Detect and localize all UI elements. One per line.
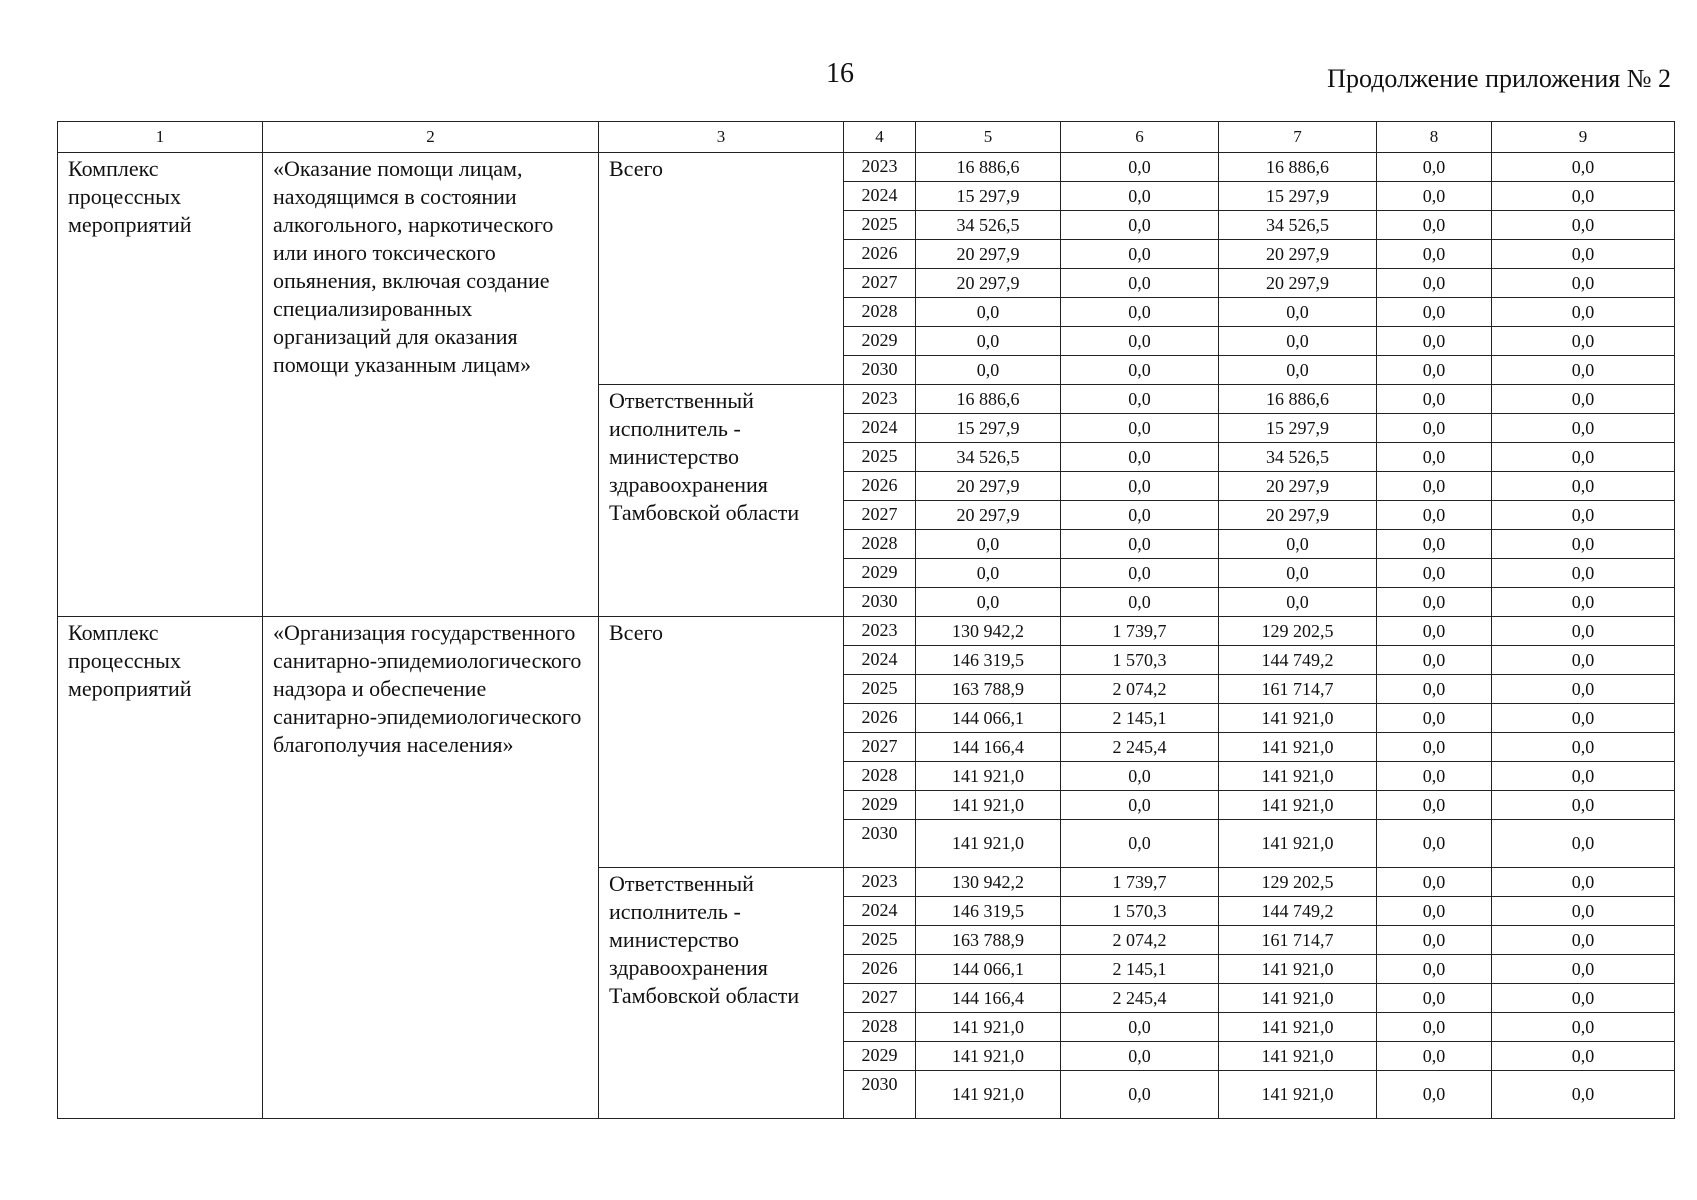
federal-value-cell: 2 074,2 bbox=[1061, 926, 1219, 955]
year-cell: 2027 bbox=[844, 733, 916, 762]
other-value-cell: 0,0 bbox=[1492, 298, 1675, 327]
total-value-cell: 0,0 bbox=[916, 588, 1061, 617]
other-value-cell: 0,0 bbox=[1492, 443, 1675, 472]
total-value-cell: 141 921,0 bbox=[916, 1071, 1061, 1119]
federal-value-cell: 0,0 bbox=[1061, 240, 1219, 269]
total-value-cell: 146 319,5 bbox=[916, 897, 1061, 926]
local-value-cell: 0,0 bbox=[1377, 298, 1492, 327]
year-cell: 2023 bbox=[844, 153, 916, 182]
local-value-cell: 0,0 bbox=[1377, 356, 1492, 385]
other-value-cell: 0,0 bbox=[1492, 984, 1675, 1013]
local-value-cell: 0,0 bbox=[1377, 443, 1492, 472]
federal-value-cell: 0,0 bbox=[1061, 762, 1219, 791]
local-value-cell: 0,0 bbox=[1377, 926, 1492, 955]
local-value-cell: 0,0 bbox=[1377, 414, 1492, 443]
other-value-cell: 0,0 bbox=[1492, 955, 1675, 984]
federal-value-cell: 0,0 bbox=[1061, 327, 1219, 356]
local-value-cell: 0,0 bbox=[1377, 868, 1492, 897]
local-value-cell: 0,0 bbox=[1377, 240, 1492, 269]
year-cell: 2026 bbox=[844, 240, 916, 269]
year-cell: 2029 bbox=[844, 327, 916, 356]
federal-value-cell: 0,0 bbox=[1061, 356, 1219, 385]
year-cell: 2027 bbox=[844, 984, 916, 1013]
other-value-cell: 0,0 bbox=[1492, 559, 1675, 588]
regional-value-cell: 20 297,9 bbox=[1219, 501, 1377, 530]
year-cell: 2025 bbox=[844, 211, 916, 240]
year-cell: 2028 bbox=[844, 530, 916, 559]
total-value-cell: 144 166,4 bbox=[916, 984, 1061, 1013]
other-value-cell: 0,0 bbox=[1492, 733, 1675, 762]
federal-value-cell: 0,0 bbox=[1061, 820, 1219, 868]
other-value-cell: 0,0 bbox=[1492, 240, 1675, 269]
regional-value-cell: 129 202,5 bbox=[1219, 617, 1377, 646]
total-value-cell: 144 066,1 bbox=[916, 704, 1061, 733]
regional-value-cell: 161 714,7 bbox=[1219, 926, 1377, 955]
column-number-6: 6 bbox=[1061, 122, 1219, 153]
other-value-cell: 0,0 bbox=[1492, 1071, 1675, 1119]
year-cell: 2026 bbox=[844, 955, 916, 984]
federal-value-cell: 0,0 bbox=[1061, 791, 1219, 820]
regional-value-cell: 0,0 bbox=[1219, 298, 1377, 327]
total-value-cell: 130 942,2 bbox=[916, 617, 1061, 646]
regional-value-cell: 144 749,2 bbox=[1219, 897, 1377, 926]
total-value-cell: 141 921,0 bbox=[916, 791, 1061, 820]
local-value-cell: 0,0 bbox=[1377, 704, 1492, 733]
local-value-cell: 0,0 bbox=[1377, 675, 1492, 704]
financing-table bbox=[57, 121, 1675, 1119]
activity-name-cell: «Организация государственного санитарно-эпидемиологического надзора и обеспечение санитарно-эпидемиологического благополучия населения» bbox=[263, 617, 599, 1119]
regional-value-cell: 141 921,0 bbox=[1219, 704, 1377, 733]
other-value-cell: 0,0 bbox=[1492, 762, 1675, 791]
total-value-cell: 0,0 bbox=[916, 356, 1061, 385]
federal-value-cell: 0,0 bbox=[1061, 211, 1219, 240]
year-cell: 2025 bbox=[844, 926, 916, 955]
page-number: 16 bbox=[826, 58, 854, 89]
column-number-3: 3 bbox=[599, 122, 844, 153]
local-value-cell: 0,0 bbox=[1377, 791, 1492, 820]
total-value-cell: 16 886,6 bbox=[916, 153, 1061, 182]
year-cell: 2024 bbox=[844, 646, 916, 675]
federal-value-cell: 1 570,3 bbox=[1061, 646, 1219, 675]
year-cell: 2026 bbox=[844, 472, 916, 501]
total-value-cell: 34 526,5 bbox=[916, 211, 1061, 240]
regional-value-cell: 20 297,9 bbox=[1219, 472, 1377, 501]
federal-value-cell: 0,0 bbox=[1061, 153, 1219, 182]
federal-value-cell: 0,0 bbox=[1061, 472, 1219, 501]
year-cell: 2023 bbox=[844, 617, 916, 646]
column-number-7: 7 bbox=[1219, 122, 1377, 153]
federal-value-cell: 1 739,7 bbox=[1061, 617, 1219, 646]
other-value-cell: 0,0 bbox=[1492, 414, 1675, 443]
total-value-cell: 0,0 bbox=[916, 530, 1061, 559]
other-value-cell: 0,0 bbox=[1492, 646, 1675, 675]
local-value-cell: 0,0 bbox=[1377, 1013, 1492, 1042]
local-value-cell: 0,0 bbox=[1377, 327, 1492, 356]
regional-value-cell: 141 921,0 bbox=[1219, 820, 1377, 868]
year-cell: 2027 bbox=[844, 269, 916, 298]
federal-value-cell: 0,0 bbox=[1061, 1042, 1219, 1071]
total-value-cell: 0,0 bbox=[916, 327, 1061, 356]
total-value-cell: 34 526,5 bbox=[916, 443, 1061, 472]
total-value-cell: 16 886,6 bbox=[916, 385, 1061, 414]
year-cell: 2029 bbox=[844, 559, 916, 588]
year-cell: 2030 bbox=[844, 820, 916, 868]
year-cell: 2023 bbox=[844, 868, 916, 897]
regional-value-cell: 141 921,0 bbox=[1219, 1042, 1377, 1071]
federal-value-cell: 2 145,1 bbox=[1061, 955, 1219, 984]
year-cell: 2029 bbox=[844, 791, 916, 820]
other-value-cell: 0,0 bbox=[1492, 791, 1675, 820]
year-cell: 2023 bbox=[844, 385, 916, 414]
executor-cell: Всего bbox=[599, 153, 844, 385]
other-value-cell: 0,0 bbox=[1492, 675, 1675, 704]
total-value-cell: 141 921,0 bbox=[916, 820, 1061, 868]
local-value-cell: 0,0 bbox=[1377, 472, 1492, 501]
other-value-cell: 0,0 bbox=[1492, 182, 1675, 211]
federal-value-cell: 0,0 bbox=[1061, 298, 1219, 327]
local-value-cell: 0,0 bbox=[1377, 646, 1492, 675]
regional-value-cell: 16 886,6 bbox=[1219, 153, 1377, 182]
other-value-cell: 0,0 bbox=[1492, 501, 1675, 530]
total-value-cell: 141 921,0 bbox=[916, 1042, 1061, 1071]
regional-value-cell: 0,0 bbox=[1219, 530, 1377, 559]
year-cell: 2028 bbox=[844, 298, 916, 327]
local-value-cell: 0,0 bbox=[1377, 1071, 1492, 1119]
other-value-cell: 0,0 bbox=[1492, 1013, 1675, 1042]
local-value-cell: 0,0 bbox=[1377, 269, 1492, 298]
federal-value-cell: 0,0 bbox=[1061, 588, 1219, 617]
federal-value-cell: 0,0 bbox=[1061, 182, 1219, 211]
regional-value-cell: 0,0 bbox=[1219, 559, 1377, 588]
total-value-cell: 163 788,9 bbox=[916, 926, 1061, 955]
other-value-cell: 0,0 bbox=[1492, 327, 1675, 356]
regional-value-cell: 15 297,9 bbox=[1219, 182, 1377, 211]
regional-value-cell: 141 921,0 bbox=[1219, 1071, 1377, 1119]
other-value-cell: 0,0 bbox=[1492, 1042, 1675, 1071]
federal-value-cell: 1 739,7 bbox=[1061, 868, 1219, 897]
year-cell: 2030 bbox=[844, 356, 916, 385]
federal-value-cell: 2 245,4 bbox=[1061, 733, 1219, 762]
other-value-cell: 0,0 bbox=[1492, 868, 1675, 897]
year-cell: 2029 bbox=[844, 1042, 916, 1071]
year-cell: 2024 bbox=[844, 897, 916, 926]
federal-value-cell: 0,0 bbox=[1061, 443, 1219, 472]
total-value-cell: 20 297,9 bbox=[916, 501, 1061, 530]
total-value-cell: 15 297,9 bbox=[916, 414, 1061, 443]
other-value-cell: 0,0 bbox=[1492, 211, 1675, 240]
local-value-cell: 0,0 bbox=[1377, 762, 1492, 791]
total-value-cell: 0,0 bbox=[916, 559, 1061, 588]
appendix-header: Продолжение приложения № 2 bbox=[1327, 64, 1671, 93]
regional-value-cell: 141 921,0 bbox=[1219, 762, 1377, 791]
regional-value-cell: 34 526,5 bbox=[1219, 443, 1377, 472]
year-cell: 2024 bbox=[844, 182, 916, 211]
federal-value-cell: 0,0 bbox=[1061, 414, 1219, 443]
local-value-cell: 0,0 bbox=[1377, 897, 1492, 926]
total-value-cell: 163 788,9 bbox=[916, 675, 1061, 704]
other-value-cell: 0,0 bbox=[1492, 356, 1675, 385]
column-number-row bbox=[58, 122, 1675, 153]
regional-value-cell: 15 297,9 bbox=[1219, 414, 1377, 443]
table-header bbox=[58, 122, 1675, 153]
local-value-cell: 0,0 bbox=[1377, 588, 1492, 617]
other-value-cell: 0,0 bbox=[1492, 617, 1675, 646]
total-value-cell: 144 066,1 bbox=[916, 955, 1061, 984]
federal-value-cell: 2 245,4 bbox=[1061, 984, 1219, 1013]
regional-value-cell: 20 297,9 bbox=[1219, 240, 1377, 269]
local-value-cell: 0,0 bbox=[1377, 530, 1492, 559]
regional-value-cell: 141 921,0 bbox=[1219, 791, 1377, 820]
total-value-cell: 141 921,0 bbox=[916, 1013, 1061, 1042]
total-value-cell: 146 319,5 bbox=[916, 646, 1061, 675]
regional-value-cell: 0,0 bbox=[1219, 327, 1377, 356]
year-cell: 2024 bbox=[844, 414, 916, 443]
column-number-9: 9 bbox=[1492, 122, 1675, 153]
regional-value-cell: 144 749,2 bbox=[1219, 646, 1377, 675]
local-value-cell: 0,0 bbox=[1377, 559, 1492, 588]
regional-value-cell: 34 526,5 bbox=[1219, 211, 1377, 240]
local-value-cell: 0,0 bbox=[1377, 984, 1492, 1013]
year-cell: 2025 bbox=[844, 443, 916, 472]
local-value-cell: 0,0 bbox=[1377, 820, 1492, 868]
total-value-cell: 20 297,9 bbox=[916, 240, 1061, 269]
activity-type-cell: Комплекс процессных мероприятий bbox=[58, 617, 263, 1119]
local-value-cell: 0,0 bbox=[1377, 385, 1492, 414]
other-value-cell: 0,0 bbox=[1492, 588, 1675, 617]
other-value-cell: 0,0 bbox=[1492, 472, 1675, 501]
local-value-cell: 0,0 bbox=[1377, 617, 1492, 646]
year-cell: 2027 bbox=[844, 501, 916, 530]
local-value-cell: 0,0 bbox=[1377, 182, 1492, 211]
total-value-cell: 141 921,0 bbox=[916, 762, 1061, 791]
total-value-cell: 130 942,2 bbox=[916, 868, 1061, 897]
activity-name-cell: «Оказание помощи лицам, находящимся в состоянии алкогольного, наркотического или иного токсического опьянения, включая создание специализированных организаций для оказания помощи указанным лицам» bbox=[263, 153, 599, 617]
total-value-cell: 15 297,9 bbox=[916, 182, 1061, 211]
regional-value-cell: 141 921,0 bbox=[1219, 955, 1377, 984]
local-value-cell: 0,0 bbox=[1377, 501, 1492, 530]
column-number-4: 4 bbox=[844, 122, 916, 153]
other-value-cell: 0,0 bbox=[1492, 269, 1675, 298]
local-value-cell: 0,0 bbox=[1377, 153, 1492, 182]
table-row bbox=[58, 617, 1675, 646]
regional-value-cell: 141 921,0 bbox=[1219, 733, 1377, 762]
regional-value-cell: 141 921,0 bbox=[1219, 984, 1377, 1013]
year-cell: 2025 bbox=[844, 675, 916, 704]
other-value-cell: 0,0 bbox=[1492, 153, 1675, 182]
local-value-cell: 0,0 bbox=[1377, 1042, 1492, 1071]
executor-cell: Ответственный исполнитель - министерство здравоохранения Тамбовской области bbox=[599, 868, 844, 1119]
federal-value-cell: 0,0 bbox=[1061, 1013, 1219, 1042]
executor-cell: Всего bbox=[599, 617, 844, 868]
federal-value-cell: 0,0 bbox=[1061, 559, 1219, 588]
activity-type-cell: Комплекс процессных мероприятий bbox=[58, 153, 263, 617]
local-value-cell: 0,0 bbox=[1377, 211, 1492, 240]
total-value-cell: 144 166,4 bbox=[916, 733, 1061, 762]
federal-value-cell: 0,0 bbox=[1061, 385, 1219, 414]
regional-value-cell: 16 886,6 bbox=[1219, 385, 1377, 414]
federal-value-cell: 0,0 bbox=[1061, 1071, 1219, 1119]
year-cell: 2028 bbox=[844, 1013, 916, 1042]
federal-value-cell: 0,0 bbox=[1061, 530, 1219, 559]
year-cell: 2030 bbox=[844, 588, 916, 617]
column-number-5: 5 bbox=[916, 122, 1061, 153]
local-value-cell: 0,0 bbox=[1377, 733, 1492, 762]
other-value-cell: 0,0 bbox=[1492, 530, 1675, 559]
regional-value-cell: 129 202,5 bbox=[1219, 868, 1377, 897]
total-value-cell: 0,0 bbox=[916, 298, 1061, 327]
federal-value-cell: 1 570,3 bbox=[1061, 897, 1219, 926]
federal-value-cell: 2 074,2 bbox=[1061, 675, 1219, 704]
regional-value-cell: 161 714,7 bbox=[1219, 675, 1377, 704]
column-number-1: 1 bbox=[58, 122, 263, 153]
regional-value-cell: 0,0 bbox=[1219, 356, 1377, 385]
other-value-cell: 0,0 bbox=[1492, 704, 1675, 733]
federal-value-cell: 2 145,1 bbox=[1061, 704, 1219, 733]
year-cell: 2026 bbox=[844, 704, 916, 733]
other-value-cell: 0,0 bbox=[1492, 897, 1675, 926]
local-value-cell: 0,0 bbox=[1377, 955, 1492, 984]
column-number-2: 2 bbox=[263, 122, 599, 153]
regional-value-cell: 20 297,9 bbox=[1219, 269, 1377, 298]
regional-value-cell: 0,0 bbox=[1219, 588, 1377, 617]
federal-value-cell: 0,0 bbox=[1061, 269, 1219, 298]
table-row bbox=[58, 153, 1675, 182]
column-number-8: 8 bbox=[1377, 122, 1492, 153]
executor-cell: Ответственный исполнитель - министерство здравоохранения Тамбовской области bbox=[599, 385, 844, 617]
total-value-cell: 20 297,9 bbox=[916, 269, 1061, 298]
table-body bbox=[58, 153, 1675, 1119]
federal-value-cell: 0,0 bbox=[1061, 501, 1219, 530]
regional-value-cell: 141 921,0 bbox=[1219, 1013, 1377, 1042]
other-value-cell: 0,0 bbox=[1492, 385, 1675, 414]
year-cell: 2030 bbox=[844, 1071, 916, 1119]
other-value-cell: 0,0 bbox=[1492, 926, 1675, 955]
year-cell: 2028 bbox=[844, 762, 916, 791]
total-value-cell: 20 297,9 bbox=[916, 472, 1061, 501]
other-value-cell: 0,0 bbox=[1492, 820, 1675, 868]
